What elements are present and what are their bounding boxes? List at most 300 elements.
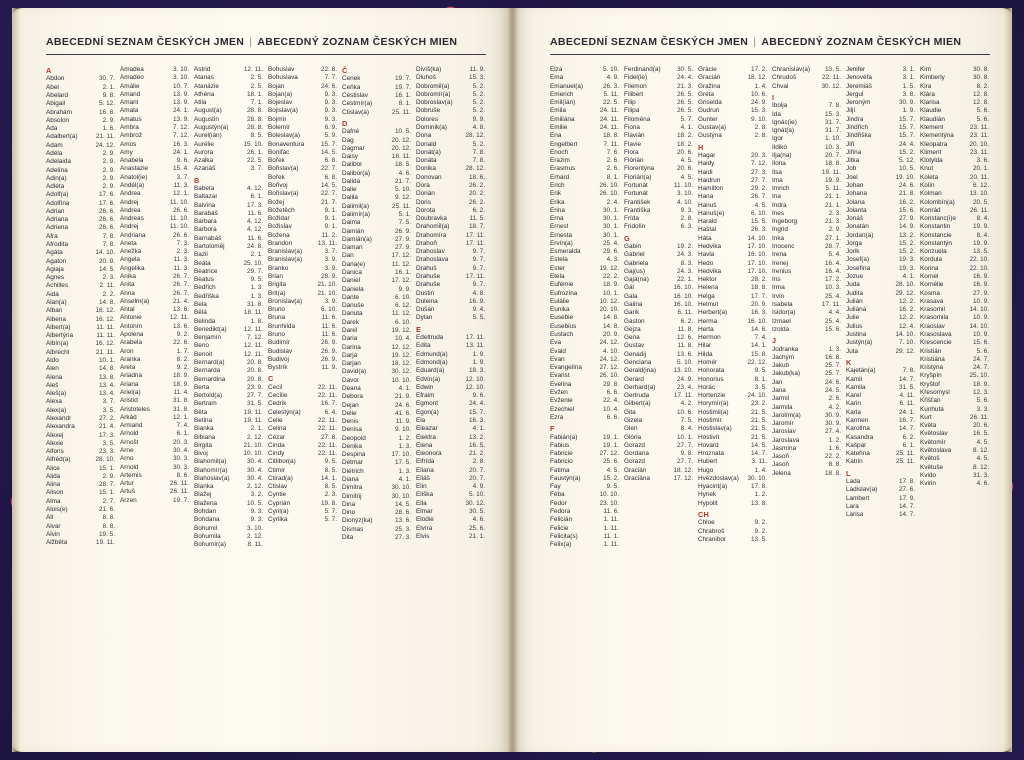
entry-name: Erik [550, 190, 562, 198]
name-entry [846, 331, 915, 339]
entry-date: 17. 10. [747, 243, 767, 251]
entry-name: Abelard [46, 91, 69, 99]
letter-heading: CH [698, 510, 709, 520]
entry-name: Alexa [46, 398, 62, 406]
entry-name: Frída [624, 215, 639, 223]
name-entry [120, 372, 189, 380]
entry-date: 25. 4. [603, 239, 619, 247]
entry-date: 5. 11. [603, 90, 619, 98]
entry-name: Albena [46, 315, 66, 323]
entry-name: Artur [120, 480, 134, 488]
entry-name: Juda [846, 281, 860, 289]
name-entry [624, 351, 693, 359]
entry-date: 1. 6. [102, 125, 115, 133]
entry-date: 30. 7. [99, 75, 115, 83]
entry-date: 6. 1. [902, 441, 915, 449]
entry-date: 27. 3. [751, 168, 767, 176]
name-entry [268, 516, 337, 524]
entry-name: Josef(a) [846, 256, 870, 264]
entry-name: Brigita [268, 281, 287, 289]
entry-name: Lambert [846, 494, 870, 502]
entry-name: Gejza [624, 325, 641, 333]
entry-name: Gustav(a) [698, 123, 727, 131]
entry-date: 30. 1. [603, 215, 619, 223]
entry-name: Bernardina [194, 375, 226, 383]
entry-name: Áda [46, 125, 58, 133]
entry-name: Amadea [120, 66, 144, 73]
name-entry [416, 384, 485, 392]
entry-date: 16. 5. [973, 430, 989, 438]
entry-name: Dobruše [416, 107, 441, 115]
name-entry [920, 281, 989, 289]
entry-date: 21. 9. [395, 393, 411, 401]
entry-name: Fatima [550, 466, 570, 474]
entry-name: Hostislav(a) [698, 425, 732, 433]
right-header-rule [550, 54, 990, 55]
entry-date: 24. 5. [825, 386, 841, 394]
name-entry [416, 334, 485, 342]
entry-name: Celestýn(a) [268, 408, 301, 416]
entry-name: Arnošt [120, 438, 139, 446]
name-entry [416, 314, 485, 322]
entry-name: Fabián(a) [550, 433, 578, 441]
entry-name: Bohumír(a) [194, 541, 226, 549]
entry-date: 20. 9. [603, 331, 619, 338]
entry-date: 2. 3. [828, 209, 841, 217]
name-entry [920, 290, 989, 298]
entry-name: Helena [698, 284, 719, 292]
name-entry [846, 124, 915, 132]
entry-date: 15. 6. [825, 325, 841, 333]
entry-name: Klement [920, 123, 944, 131]
entry-date: 16. 12. [95, 315, 115, 323]
entry-name: Jonáš [846, 215, 864, 223]
name-entry [120, 381, 189, 389]
name-entry [416, 500, 485, 508]
name-entry [46, 233, 115, 241]
name-entry [416, 475, 485, 483]
name-entry [120, 331, 189, 339]
entry-date: 27. 1. [825, 234, 841, 242]
entry-date: 9. 3. [680, 206, 693, 214]
name-entry [624, 284, 693, 292]
entry-date: 29. 12. [895, 347, 915, 355]
entry-name: Daniela [342, 285, 364, 293]
entry-date: 12. 1. [173, 413, 189, 421]
entry-name: Jozue [846, 273, 864, 281]
entry-date: 7. 3. [176, 239, 189, 247]
name-entry [342, 335, 411, 343]
entry-name: Alison [46, 489, 64, 497]
name-entry [846, 348, 915, 356]
entry-name: Etela [550, 273, 565, 281]
entry-name: Branko [268, 264, 289, 272]
entry-name: Elmar [416, 508, 433, 516]
name-entry [698, 268, 767, 276]
name-entry [920, 91, 989, 99]
entry-date: 9. 2. [176, 364, 189, 372]
entry-name: Johan [846, 181, 864, 189]
entry-date: 22. 7. [321, 190, 337, 198]
name-entry [416, 107, 485, 115]
entry-date: 30. 4. [247, 458, 263, 466]
name-entry [550, 207, 619, 215]
name-entry [772, 276, 841, 284]
entry-date: 18. 9. [603, 281, 619, 289]
entry-name: Dag [342, 136, 354, 144]
name-entry [194, 533, 263, 541]
entry-date: 19. 1. [603, 433, 619, 441]
name-entry [46, 200, 115, 208]
name-entry [772, 185, 841, 193]
entry-name: Kornel [920, 273, 939, 281]
entry-date: 18. 8. [825, 160, 841, 168]
entry-name: Alex(a) [46, 406, 67, 414]
entry-date: 16. 4. [825, 259, 841, 267]
name-entry [120, 455, 189, 463]
entry-date: 3. 5. [102, 406, 115, 414]
entry-date: 26. 1. [247, 148, 263, 156]
entry-name: Fortunát [624, 181, 648, 189]
entry-date: 21. 8. [899, 190, 915, 198]
entry-date: 14. 10. [895, 331, 915, 338]
name-entry [268, 392, 337, 400]
entry-date: 17. 11. [465, 231, 485, 239]
entry-date: 19. 12. [391, 326, 411, 334]
entry-date: 23. 11. [969, 148, 989, 156]
name-entry [772, 127, 841, 135]
name-entry [194, 326, 263, 334]
name-entry [268, 364, 337, 372]
entry-date: 15. 7. [469, 408, 485, 416]
name-entry [550, 240, 619, 248]
entry-date: 22. 10. [969, 256, 989, 264]
entry-name: Deana [342, 384, 361, 392]
entry-name: Drahuše [416, 273, 441, 281]
entry-name: Katrin [846, 458, 863, 466]
entry-date: 15. 3. [751, 107, 767, 115]
entry-date: 2. 9. [828, 226, 841, 234]
entry-date: 4. 1. [472, 425, 485, 433]
name-entry [268, 491, 337, 499]
entry-name: Eustach [550, 331, 574, 338]
entry-date: 24. 12. [95, 141, 115, 149]
left-header-rule [46, 54, 486, 55]
entry-date: 19. 7. [395, 75, 411, 83]
entry-date: 18. 8. [751, 284, 767, 292]
entry-date: 21. 1. [825, 193, 841, 201]
entry-date: 2. 9. [102, 158, 115, 166]
entry-name: Harald [698, 218, 717, 226]
entry-date: 14. 9. [899, 223, 915, 231]
entry-date: 26. 11. [169, 480, 189, 488]
name-entry [624, 409, 693, 417]
entry-date: 9. 3. [250, 508, 263, 516]
name-entry [772, 395, 841, 403]
entry-name: Křesomysl [920, 388, 950, 396]
name-entry [120, 306, 189, 314]
entry-date: 8. 3. [680, 259, 693, 267]
entry-date: 6. 2. [680, 317, 693, 325]
entry-name: Juta [846, 347, 859, 355]
entry-name: Fidel(ie) [624, 74, 648, 82]
name-entry [846, 339, 915, 347]
entry-date: 3. 5. [102, 439, 115, 447]
entry-name: Darjan [342, 360, 361, 368]
entry-name: Bernarda [194, 367, 221, 375]
entry-date: 9. 6. [176, 157, 189, 165]
entry-date: 12. 4. [899, 322, 915, 330]
entry-name: Erich [550, 181, 565, 189]
name-entry [550, 339, 619, 347]
left-header-separator: | [249, 36, 253, 48]
name-entry [416, 132, 485, 140]
entry-date: 19. 9. [973, 239, 989, 247]
name-entry [920, 99, 989, 107]
entry-date: 2. 8. [472, 458, 485, 466]
entry-date: 6. 1. [250, 193, 263, 201]
entry-name: Herma [698, 317, 718, 325]
entry-name: Donald [416, 140, 437, 148]
entry-date: 18. 7. [469, 223, 485, 231]
name-entry [846, 478, 915, 486]
entry-name: Bruno [268, 331, 286, 338]
entry-date: 12. 8. [973, 99, 989, 107]
name-entry [194, 359, 263, 367]
entry-date: 14. 10. [969, 306, 989, 314]
entry-name: Ernest [550, 223, 569, 231]
entry-date: 2. 7. [102, 497, 115, 505]
entry-date: 14. 5. [751, 441, 767, 449]
entry-name: Ladislav(a) [846, 486, 878, 494]
entry-date: 20. 5. [973, 198, 989, 206]
name-entry [342, 244, 411, 252]
name-entry [550, 248, 619, 256]
name-entry [698, 425, 767, 433]
name-entry [194, 409, 263, 417]
entry-name: Dušan [416, 306, 435, 314]
entry-name: Doubravka [416, 215, 447, 223]
entry-date: 16. 1. [395, 91, 411, 99]
entry-name: Albín(a) [46, 340, 69, 348]
entry-name: Antonín [120, 322, 143, 330]
entry-name: Dalibor [342, 161, 363, 169]
name-entry [920, 265, 989, 273]
entry-date: 17. 5. [395, 459, 411, 467]
entry-date: 22. 5. [603, 99, 619, 107]
entry-name: Hostimír [698, 416, 722, 424]
entry-date: 13. 9. [173, 115, 189, 123]
name-entry [416, 240, 485, 248]
entry-date: 19. 7. [173, 496, 189, 504]
entry-date: 20. 7. [469, 466, 485, 474]
name-entry [624, 434, 693, 442]
name-entry [772, 301, 841, 309]
name-entry [920, 248, 989, 256]
entry-date: 11. 3. [173, 181, 189, 189]
name-entry [268, 467, 337, 475]
entry-date: 9. 1. [324, 223, 337, 231]
entry-name: Gilbert(a) [624, 400, 651, 408]
entry-name: Gena [624, 334, 640, 342]
entry-name: Elektra [416, 433, 436, 441]
entry-name: Jiří [846, 140, 855, 148]
entry-name: Benjamín [194, 334, 221, 342]
name-entry [920, 356, 989, 364]
entry-name: Julius [846, 322, 863, 330]
name-entry [772, 387, 841, 395]
name-entry [846, 256, 915, 264]
entry-date: 7. 4. [754, 334, 767, 342]
entry-name: Erasmus [550, 165, 576, 173]
name-entry [846, 298, 915, 306]
entry-date: 14. 1. [321, 474, 337, 482]
entry-date: 1. 9. [472, 358, 485, 366]
name-entry [120, 323, 189, 331]
name-entry [624, 342, 693, 350]
entry-date: 21. 10. [317, 281, 337, 289]
entry-date: 6. 8. [324, 173, 337, 181]
entry-date: 5. 11. [825, 185, 841, 193]
name-entry [698, 74, 767, 82]
name-entry [920, 157, 989, 165]
entry-date: 26. 9. [321, 339, 337, 347]
entry-name: Donát(a) [416, 148, 441, 156]
entry-name: Dimitrij [342, 492, 362, 500]
entry-name: Fridolín [624, 223, 646, 231]
name-entry [120, 414, 189, 422]
entry-name: Aida [46, 290, 59, 298]
name-entry [120, 74, 189, 82]
entry-date: 24. 9. [677, 375, 693, 383]
entry-name: Fabius [550, 441, 570, 449]
entry-date: 4. 12. [247, 226, 263, 234]
entry-name: Antal [120, 306, 135, 314]
entry-date: 24. 7. [973, 364, 989, 372]
name-entry [624, 450, 693, 458]
entry-name: Eunika [550, 306, 570, 314]
entry-date: 10. 9. [973, 314, 989, 322]
name-entry [846, 149, 915, 157]
entry-date: 28. 9. [321, 273, 337, 281]
entry-date: 5. 5. [472, 314, 485, 322]
name-entry [846, 281, 915, 289]
entry-name: Ervín(a) [550, 239, 573, 247]
name-entry [698, 301, 767, 309]
name-entry [120, 190, 189, 198]
entry-name: Darja [342, 351, 358, 359]
right-header-title-cs: ABECEDNÍ SEZNAM ČESKÝCH JMEN [550, 36, 749, 48]
name-entry [342, 294, 411, 302]
entry-name: Konrád [920, 206, 941, 214]
entry-date: 30. 8. [973, 74, 989, 82]
entry-date: 27. 12. [599, 450, 619, 458]
entry-name: Čenek [342, 75, 361, 83]
entry-date: 24. 3. [677, 251, 693, 259]
name-entry [268, 223, 337, 231]
entry-date: 9. 6. [472, 392, 485, 400]
name-entry [416, 483, 485, 491]
name-entry [194, 235, 263, 243]
entry-name: Karmen [846, 416, 869, 424]
entry-name: Achilles [46, 282, 69, 290]
entry-date: 11. 6. [247, 234, 263, 242]
name-entry [194, 107, 263, 115]
name-column [194, 66, 268, 712]
name-entry [550, 165, 619, 173]
entry-name: Egon(a) [416, 408, 439, 416]
entry-name: Egmont [416, 400, 439, 408]
entry-name: Ibolja [772, 102, 788, 110]
entry-name: Imrich [772, 185, 790, 193]
entry-name: Evangelína [550, 364, 582, 372]
entry-name: Božej [268, 198, 284, 206]
entry-name: Darel [342, 326, 358, 334]
name-entry [846, 450, 915, 458]
name-entry [268, 281, 337, 289]
entry-date: 1. 8. [250, 317, 263, 325]
name-entry [846, 207, 915, 215]
entry-date: 6. 3. [680, 223, 693, 231]
name-entry [194, 74, 263, 82]
entry-date: 14. 8. [603, 322, 619, 330]
name-entry [342, 269, 411, 277]
entry-name: Áron [120, 347, 134, 355]
letter-heading: A [46, 66, 52, 75]
name-entry [120, 256, 189, 264]
entry-name: Dagmar [342, 144, 365, 152]
entry-name: Hedvika [698, 267, 722, 275]
name-entry [772, 461, 841, 469]
entry-date: 10. 10. [391, 376, 411, 384]
entry-name: Deopold [342, 434, 366, 442]
name-entry [416, 298, 485, 306]
entry-date: 17. 11. [465, 334, 485, 342]
entry-name: Elin [416, 483, 427, 491]
entry-name: Horymír(a) [698, 400, 729, 408]
letter-heading: J [772, 336, 777, 346]
entry-date: 22. 2. [825, 453, 841, 461]
entry-name: Bibiana [194, 433, 216, 441]
name-entry [46, 100, 115, 108]
entry-date: 2. 3. [102, 274, 115, 282]
entry-name: Květomír [920, 438, 946, 446]
entry-name: Agnes [46, 274, 65, 282]
entry-name: Gaj(us) [624, 267, 645, 275]
entry-name: Anika [120, 273, 136, 281]
name-entry [46, 332, 115, 340]
entry-name: Beatus [194, 276, 214, 284]
name-entry [46, 365, 115, 373]
name-entry [920, 372, 989, 380]
name-entry [772, 404, 841, 412]
name-entry [416, 248, 485, 256]
name-entry [416, 351, 485, 359]
name-entry [194, 124, 263, 132]
entry-date: 3. 10. [173, 74, 189, 82]
entry-date: 18. 8. [603, 132, 619, 140]
name-entry [194, 516, 263, 524]
name-entry [772, 251, 841, 259]
entry-name: Grácie [698, 66, 717, 73]
entry-name: Cecil [268, 383, 283, 391]
name-entry [550, 356, 619, 364]
entry-name: Kliment [920, 148, 942, 156]
entry-date: 9. 2. [754, 527, 767, 535]
entry-date: 27. 9. [395, 244, 411, 252]
entry-date: 3. 11. [751, 458, 767, 466]
name-entry [120, 356, 189, 364]
